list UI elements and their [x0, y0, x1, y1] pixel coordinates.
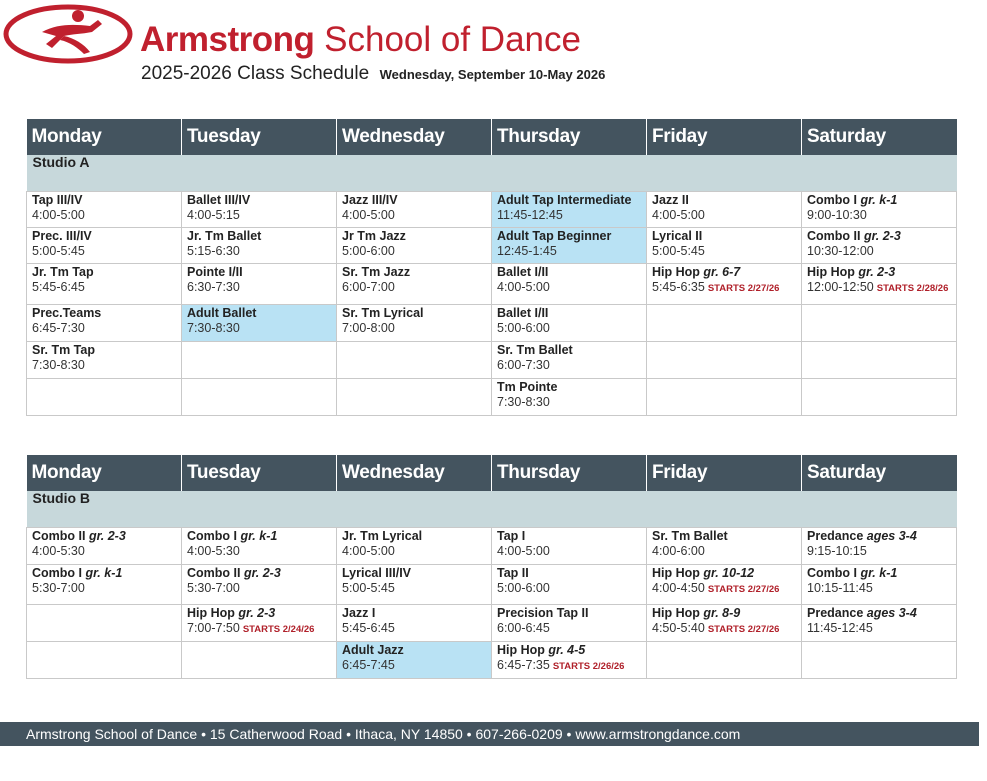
class-time: 5:00-6:00 — [497, 581, 550, 595]
class-time-line — [32, 244, 176, 259]
class-time: 4:00-5:00 — [342, 544, 395, 558]
class-cell — [647, 605, 802, 642]
class-cell — [182, 264, 337, 305]
class-time-line — [187, 244, 331, 259]
class-name — [342, 566, 486, 581]
class-cell — [802, 565, 957, 605]
class-title: Predance — [807, 529, 864, 543]
class-cell — [647, 264, 802, 305]
dancer-logo-icon — [2, 2, 134, 66]
class-title: Adult Tap Beginner — [497, 229, 612, 243]
class-time-line — [342, 280, 486, 295]
class-title: Jazz I — [342, 606, 376, 620]
class-title: Prec. III/IV — [32, 229, 92, 243]
class-time-line — [32, 581, 176, 596]
class-title: Ballet III/IV — [187, 193, 251, 207]
class-cell — [182, 605, 337, 642]
class-qualifier: gr. 2-3 — [863, 229, 901, 243]
class-name — [32, 529, 176, 544]
class-qualifier: gr. 2-3 — [238, 606, 276, 620]
class-qualifier: gr. k-1 — [85, 566, 123, 580]
schedule-row — [27, 342, 957, 379]
class-name — [652, 566, 796, 581]
class-title: Hip Hop — [652, 606, 700, 620]
class-title: Combo II — [807, 229, 861, 243]
class-name — [652, 265, 796, 280]
start-date-note: STARTS 2/26/26 — [552, 661, 625, 672]
class-title: Combo I — [187, 529, 237, 543]
class-time-line — [187, 581, 331, 596]
class-time-line — [652, 208, 796, 223]
class-time-line — [652, 621, 796, 637]
day-header: Tuesday — [182, 455, 337, 491]
class-name — [342, 643, 486, 658]
class-time-line — [342, 658, 486, 673]
class-name — [807, 566, 951, 581]
schedule-row — [27, 605, 957, 642]
class-name — [652, 193, 796, 208]
day-header: Saturday — [802, 455, 957, 491]
studio-b-schedule-table — [26, 455, 957, 679]
class-name — [807, 193, 951, 208]
class-cell — [337, 642, 492, 679]
class-time: 4:00-5:30 — [32, 544, 85, 558]
class-name — [807, 265, 951, 280]
class-time-line — [807, 244, 951, 259]
class-time-line — [652, 544, 796, 559]
class-name — [497, 566, 641, 581]
class-time-line — [807, 544, 951, 559]
class-name — [497, 529, 641, 544]
class-cell — [492, 264, 647, 305]
class-cell — [492, 342, 647, 379]
schedule-row — [27, 379, 957, 416]
class-title: Lyrical II — [652, 229, 703, 243]
class-time-line — [497, 358, 641, 373]
class-cell — [802, 528, 957, 565]
empty-cell — [337, 379, 492, 416]
class-name — [652, 529, 796, 544]
class-cell — [182, 528, 337, 565]
class-time: 11:45-12:45 — [497, 208, 563, 222]
class-time: 6:45-7:35 — [497, 658, 550, 672]
class-time-line — [342, 581, 486, 596]
class-time-line — [32, 358, 176, 373]
class-time-line — [342, 544, 486, 559]
class-name — [187, 265, 331, 280]
class-cell — [492, 605, 647, 642]
class-time: 9:00-10:30 — [807, 208, 867, 222]
class-name — [342, 306, 486, 321]
studio-label: Studio B — [27, 491, 957, 528]
class-title: Hip Hop — [652, 265, 700, 279]
page-footer: Armstrong School of Dance • 15 Catherwood Road • Ithaca, NY 14850 • 607-266-0209 • www.armstrongdance.com — [0, 722, 979, 746]
studio-a-schedule-table — [26, 119, 957, 416]
class-qualifier: gr. 2-3 — [858, 265, 896, 279]
empty-cell — [27, 605, 182, 642]
class-time-line — [342, 321, 486, 336]
class-qualifier: ages 3-4 — [866, 529, 917, 543]
schedule-subtitle — [141, 63, 605, 85]
schedule-row — [27, 565, 957, 605]
class-time-line — [187, 208, 331, 223]
empty-cell — [182, 342, 337, 379]
class-cell — [337, 264, 492, 305]
class-time: 6:45-7:30 — [32, 321, 85, 335]
class-cell — [182, 228, 337, 264]
class-time: 12:45-1:45 — [497, 244, 557, 258]
empty-cell — [802, 305, 957, 342]
day-header-row — [27, 119, 957, 155]
class-cell — [27, 565, 182, 605]
class-time: 10:30-12:00 — [807, 244, 874, 258]
class-cell — [337, 605, 492, 642]
class-time-line — [807, 621, 951, 636]
class-name — [342, 229, 486, 244]
class-time-line — [187, 621, 331, 637]
class-cell — [492, 379, 647, 416]
start-date-note: STARTS 2/27/26 — [707, 283, 780, 294]
class-name — [807, 229, 951, 244]
class-time-line — [342, 621, 486, 636]
class-time-line — [32, 280, 176, 295]
class-title: Hip Hop — [187, 606, 235, 620]
class-title: Jazz III/IV — [342, 193, 398, 207]
class-cell — [27, 342, 182, 379]
class-name — [497, 306, 641, 321]
class-name — [497, 606, 641, 621]
class-cell — [492, 228, 647, 264]
class-qualifier: gr. 4-5 — [548, 643, 586, 657]
class-name — [342, 606, 486, 621]
class-time: 4:00-5:00 — [497, 280, 550, 294]
class-title: Hip Hop — [652, 566, 700, 580]
class-name — [32, 265, 176, 280]
class-time: 10:15-11:45 — [807, 581, 873, 595]
class-cell — [647, 528, 802, 565]
class-cell — [182, 192, 337, 228]
day-header: Saturday — [802, 119, 957, 155]
class-title: Adult Ballet — [187, 306, 257, 320]
day-header: Friday — [647, 455, 802, 491]
class-time: 5:30-7:00 — [32, 581, 85, 595]
class-cell — [27, 528, 182, 565]
class-cell — [337, 305, 492, 342]
class-cell — [647, 565, 802, 605]
start-date-note: STARTS 2/27/26 — [707, 624, 780, 635]
class-title: Sr. Tm Jazz — [342, 265, 411, 279]
class-cell — [647, 228, 802, 264]
class-time-line — [497, 621, 641, 636]
start-date-note: STARTS 2/24/26 — [242, 624, 315, 635]
class-time: 4:00-5:00 — [32, 208, 85, 222]
class-time-line — [497, 395, 641, 410]
class-title: Combo I — [807, 566, 857, 580]
class-time-line — [342, 208, 486, 223]
class-cell — [802, 228, 957, 264]
class-title: Jr. Tm Ballet — [187, 229, 262, 243]
class-time-line — [32, 544, 176, 559]
class-time: 5:00-5:45 — [342, 581, 395, 595]
empty-cell — [802, 379, 957, 416]
day-header: Tuesday — [182, 119, 337, 155]
class-cell — [492, 642, 647, 679]
class-time: 12:00-12:50 — [807, 280, 874, 294]
empty-cell — [802, 642, 957, 679]
day-header: Thursday — [492, 119, 647, 155]
class-cell — [27, 228, 182, 264]
empty-cell — [182, 379, 337, 416]
class-title: Adult Jazz — [342, 643, 404, 657]
class-time: 11:45-12:45 — [807, 621, 873, 635]
class-title: Jr. Tm Lyrical — [342, 529, 423, 543]
day-header: Thursday — [492, 455, 647, 491]
class-title: Precision Tap II — [497, 606, 589, 620]
class-title: Tm Pointe — [497, 380, 558, 394]
class-name — [32, 229, 176, 244]
class-title: Jr Tm Jazz — [342, 229, 406, 243]
class-name — [497, 193, 641, 208]
class-cell — [182, 305, 337, 342]
class-cell — [182, 565, 337, 605]
class-title: Tap III/IV — [32, 193, 83, 207]
brand-title — [140, 20, 581, 60]
empty-cell — [647, 342, 802, 379]
class-time: 5:15-6:30 — [187, 244, 240, 258]
class-time: 5:45-6:35 — [652, 280, 705, 294]
class-title: Tap II — [497, 566, 529, 580]
class-time: 4:00-5:00 — [497, 544, 550, 558]
start-date-note: STARTS 2/28/26 — [876, 283, 949, 294]
class-time: 7:00-8:00 — [342, 321, 395, 335]
class-time-line — [652, 244, 796, 259]
class-time: 5:00-5:45 — [32, 244, 85, 258]
class-title: Ballet I/II — [497, 265, 549, 279]
class-cell — [492, 565, 647, 605]
start-date-note: STARTS 2/27/26 — [707, 584, 780, 595]
studio-label-row — [27, 155, 957, 192]
class-qualifier: gr. k-1 — [860, 193, 898, 207]
class-title: Prec.Teams — [32, 306, 102, 320]
class-title: Lyrical III/IV — [342, 566, 412, 580]
schedule-date-range: Wednesday, September 10-May 2026 — [379, 67, 606, 82]
class-title: Combo II — [32, 529, 86, 543]
class-time-line — [497, 280, 641, 295]
class-title: Sr. Tm Ballet — [652, 529, 728, 543]
class-time: 6:00-7:00 — [342, 280, 395, 294]
class-name — [497, 643, 641, 658]
class-cell — [337, 192, 492, 228]
class-name — [187, 229, 331, 244]
class-time: 6:00-6:45 — [497, 621, 550, 635]
class-name — [652, 229, 796, 244]
class-cell — [337, 228, 492, 264]
class-time-line — [807, 208, 951, 223]
class-qualifier: gr. 2-3 — [88, 529, 126, 543]
day-header: Monday — [27, 455, 182, 491]
class-time: 7:00-7:50 — [187, 621, 240, 635]
class-name — [32, 343, 176, 358]
day-header: Wednesday — [337, 119, 492, 155]
class-time: 6:00-7:30 — [497, 358, 550, 372]
class-cell — [337, 528, 492, 565]
class-title: Combo II — [187, 566, 241, 580]
class-name — [32, 193, 176, 208]
class-name — [342, 265, 486, 280]
class-time-line — [497, 544, 641, 559]
class-time: 4:50-5:40 — [652, 621, 705, 635]
class-cell — [337, 565, 492, 605]
day-header: Monday — [27, 119, 182, 155]
class-title: Combo I — [807, 193, 857, 207]
class-cell — [802, 264, 957, 305]
class-time: 6:30-7:30 — [187, 280, 240, 294]
class-time: 7:30-8:30 — [187, 321, 240, 335]
class-time-line — [32, 321, 176, 336]
brand-name-light: School of Dance — [324, 20, 581, 59]
empty-cell — [647, 642, 802, 679]
class-cell — [492, 528, 647, 565]
class-name — [652, 606, 796, 621]
class-name — [807, 606, 951, 621]
class-cell — [802, 192, 957, 228]
empty-cell — [27, 379, 182, 416]
class-time-line — [342, 244, 486, 259]
class-title: Hip Hop — [497, 643, 545, 657]
class-qualifier: gr. 6-7 — [703, 265, 741, 279]
day-header: Wednesday — [337, 455, 492, 491]
class-time-line — [497, 208, 641, 223]
schedule-year-title: 2025-2026 Class Schedule — [141, 63, 370, 84]
class-time: 9:15-10:15 — [807, 544, 867, 558]
schedule-row — [27, 528, 957, 565]
schedule-row — [27, 305, 957, 342]
class-time: 5:00-6:00 — [497, 321, 550, 335]
day-header: Friday — [647, 119, 802, 155]
class-time-line — [807, 280, 951, 296]
class-time: 4:00-4:50 — [652, 581, 705, 595]
class-time: 7:30-8:30 — [497, 395, 550, 409]
class-time-line — [187, 321, 331, 336]
class-time: 7:30-8:30 — [32, 358, 85, 372]
empty-cell — [647, 379, 802, 416]
class-title: Ballet I/II — [497, 306, 549, 320]
class-time: 5:00-5:45 — [652, 244, 705, 258]
class-time: 4:00-5:00 — [652, 208, 705, 222]
class-time: 5:00-6:00 — [342, 244, 395, 258]
class-name — [342, 193, 486, 208]
class-time: 5:30-7:00 — [187, 581, 240, 595]
class-time-line — [807, 581, 951, 596]
schedule-row — [27, 642, 957, 679]
class-time: 6:45-7:45 — [342, 658, 395, 672]
class-name — [497, 229, 641, 244]
class-cell — [27, 305, 182, 342]
class-title: Sr. Tm Ballet — [497, 343, 573, 357]
page-header — [0, 0, 987, 110]
empty-cell — [182, 642, 337, 679]
class-title: Tap I — [497, 529, 526, 543]
class-time: 4:00-5:00 — [342, 208, 395, 222]
class-title: Jr. Tm Tap — [32, 265, 94, 279]
day-header-row — [27, 455, 957, 491]
class-time-line — [497, 581, 641, 596]
class-name — [497, 343, 641, 358]
class-title: Pointe I/II — [187, 265, 243, 279]
class-cell — [492, 192, 647, 228]
schedule-row — [27, 192, 957, 228]
class-name — [187, 566, 331, 581]
empty-cell — [27, 642, 182, 679]
brand-name-bold: Armstrong — [140, 20, 315, 59]
class-name — [32, 306, 176, 321]
class-qualifier: gr. k-1 — [240, 529, 278, 543]
class-title: Hip Hop — [807, 265, 855, 279]
class-name — [187, 529, 331, 544]
class-name — [32, 566, 176, 581]
class-qualifier: gr. 10-12 — [703, 566, 755, 580]
empty-cell — [647, 305, 802, 342]
class-title: Sr. Tm Lyrical — [342, 306, 424, 320]
class-title: Jazz II — [652, 193, 689, 207]
class-time-line — [187, 280, 331, 295]
class-time-line — [32, 208, 176, 223]
class-cell — [27, 264, 182, 305]
class-name — [342, 529, 486, 544]
class-time-line — [652, 581, 796, 597]
class-time-line — [652, 280, 796, 296]
class-time: 4:00-6:00 — [652, 544, 705, 558]
class-time: 5:45-6:45 — [342, 621, 395, 635]
schedule-row — [27, 228, 957, 264]
class-time: 5:45-6:45 — [32, 280, 85, 294]
class-time-line — [497, 244, 641, 259]
studio-label-row — [27, 491, 957, 528]
class-qualifier: gr. 8-9 — [703, 606, 741, 620]
schedule-row — [27, 264, 957, 305]
class-title: Adult Tap Intermediate — [497, 193, 632, 207]
class-time: 4:00-5:15 — [187, 208, 240, 222]
class-qualifier: gr. k-1 — [860, 566, 898, 580]
class-name — [497, 380, 641, 395]
class-name — [497, 265, 641, 280]
class-name — [187, 306, 331, 321]
class-cell — [492, 305, 647, 342]
class-time-line — [187, 544, 331, 559]
class-qualifier: ages 3-4 — [866, 606, 917, 620]
class-title: Predance — [807, 606, 864, 620]
class-cell — [27, 192, 182, 228]
class-cell — [802, 605, 957, 642]
class-cell — [647, 192, 802, 228]
empty-cell — [337, 342, 492, 379]
empty-cell — [802, 342, 957, 379]
class-time-line — [497, 658, 641, 674]
class-name — [807, 529, 951, 544]
class-name — [187, 606, 331, 621]
studio-label: Studio A — [27, 155, 957, 192]
class-qualifier: gr. 2-3 — [243, 566, 281, 580]
class-time-line — [497, 321, 641, 336]
class-name — [187, 193, 331, 208]
class-title: Combo I — [32, 566, 82, 580]
class-time: 4:00-5:30 — [187, 544, 240, 558]
class-title: Sr. Tm Tap — [32, 343, 95, 357]
